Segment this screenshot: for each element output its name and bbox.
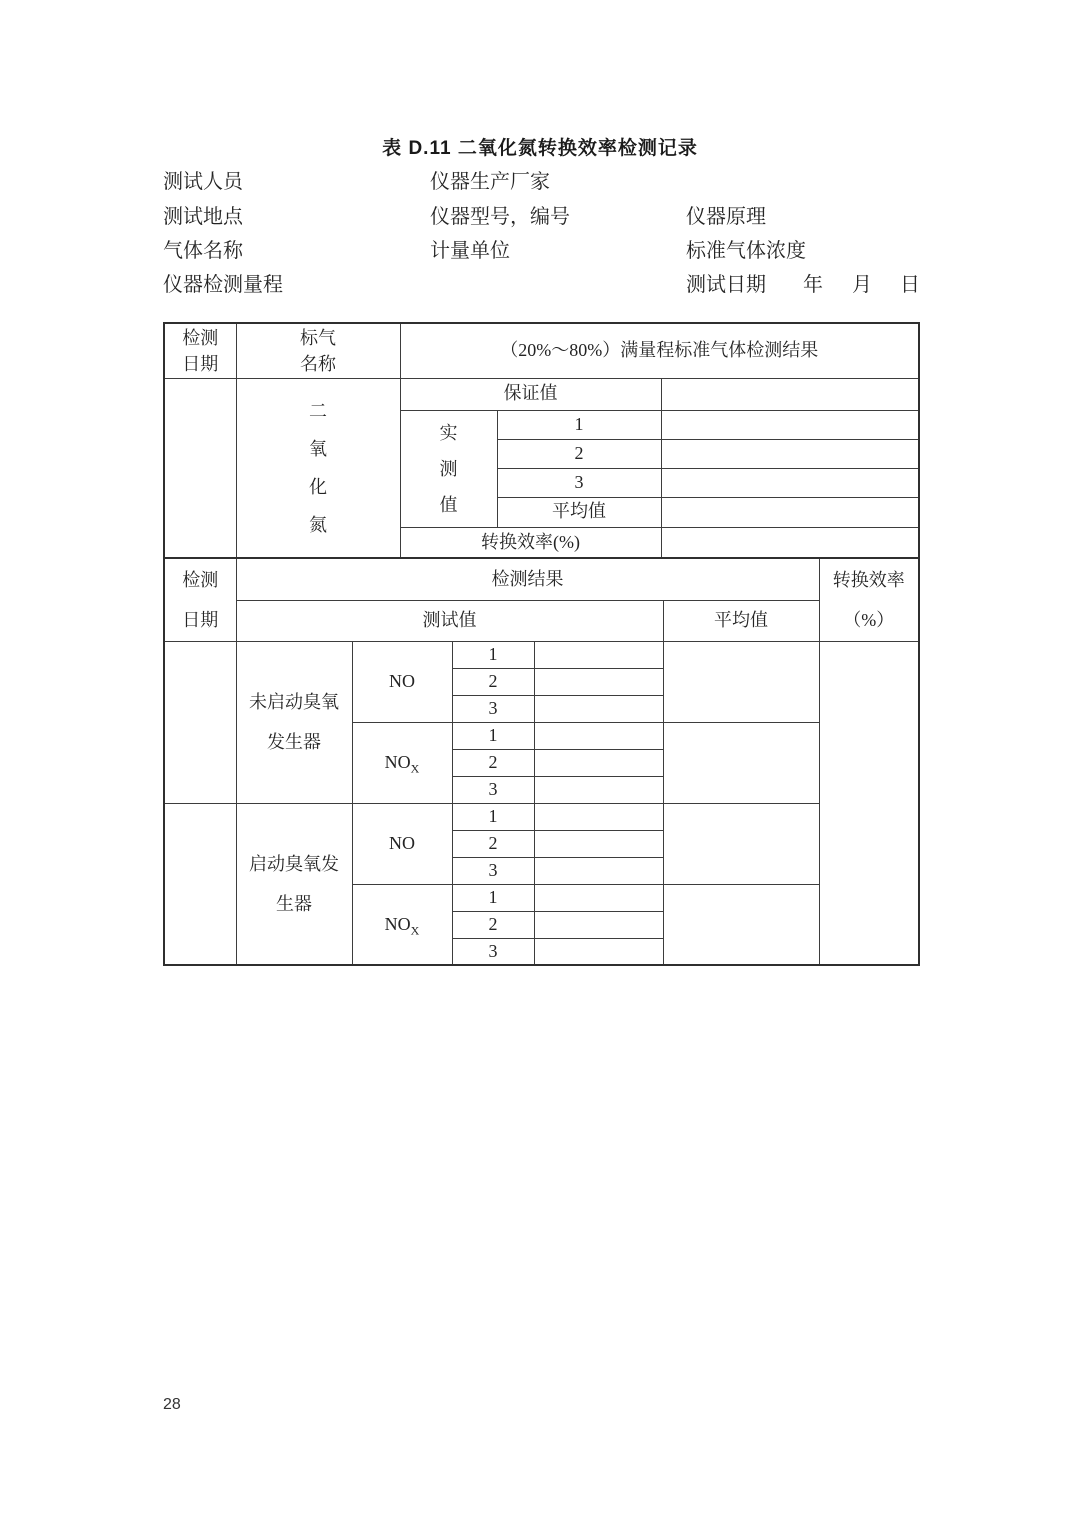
blank-cell [534, 857, 663, 884]
blank-cell [534, 830, 663, 857]
t2-gas-nox: $NO_X$ [352, 884, 452, 965]
row-number: 2 [452, 911, 534, 938]
field-manufacturer-label: 仪器生产厂家 [430, 171, 550, 193]
blank-cell [534, 695, 663, 722]
blank-cell [661, 439, 919, 468]
record-tables [163, 322, 918, 966]
efficiency-blank-cell [819, 641, 919, 965]
average-blank-cell [663, 884, 819, 965]
t1-efficiency-label: 转换效率(%) [400, 527, 661, 558]
blank-cell [534, 938, 663, 965]
row-number: 3 [452, 776, 534, 803]
t1-row2-label: 2 [497, 439, 661, 468]
t1-header-date: 检测 日期 [164, 323, 236, 378]
t1-row1-label: 1 [497, 410, 661, 439]
detection-result-table [163, 557, 920, 966]
row-number: 2 [452, 830, 534, 857]
blank-cell [661, 410, 919, 439]
t2-header-result: 检测结果 [236, 558, 819, 600]
average-blank-cell [663, 803, 819, 884]
blank-cell [534, 641, 663, 668]
std-gas-result-table [163, 322, 920, 559]
row-number: 2 [452, 749, 534, 776]
t2-gas-nox: $NO_X$ [352, 722, 452, 803]
blank-cell [661, 378, 919, 410]
blank-cell [534, 776, 663, 803]
t2-header-date: 检测 日期 [164, 558, 236, 641]
average-blank-cell [663, 641, 819, 722]
average-blank-cell [663, 722, 819, 803]
blank-cell [661, 497, 919, 527]
t2-date-blank-cell [164, 803, 236, 965]
t1-gas-name-cell: 二 氧 化 氮 [236, 378, 400, 558]
field-principle-label: 仪器原理 [686, 206, 766, 228]
t1-avg-label: 平均值 [497, 497, 661, 527]
field-year-label: 年 [803, 274, 823, 296]
t2-condition-on: 启动臭氧发 生器 [236, 803, 352, 965]
blank-cell [534, 803, 663, 830]
t1-row3-label: 3 [497, 468, 661, 497]
t2-header-efficiency: 转换效率 （%） [819, 558, 919, 641]
blank-cell [534, 884, 663, 911]
field-day-label: 日 [900, 274, 920, 296]
field-month-label: 月 [852, 274, 872, 296]
t2-header-testvalue: 测试值 [236, 600, 663, 641]
row-number: 1 [452, 884, 534, 911]
field-range-label: 仪器检测量程 [163, 274, 283, 296]
row-number: 1 [452, 641, 534, 668]
t2-condition-off: 未启动臭氧 发生器 [236, 641, 352, 803]
t1-header-gas: 标气 名称 [236, 323, 400, 378]
t2-gas-no: NO [352, 803, 452, 884]
blank-cell [661, 527, 919, 558]
blank-cell [534, 668, 663, 695]
t1-guaranteed-label: 保证值 [400, 378, 661, 410]
blank-cell [534, 911, 663, 938]
field-testdate-label: 测试日期 [686, 274, 766, 296]
row-number: 3 [452, 857, 534, 884]
t1-measured-label: 实 测 值 [400, 410, 497, 527]
page-number: 28 [163, 1396, 181, 1413]
row-number: 1 [452, 803, 534, 830]
blank-cell [661, 468, 919, 497]
t2-header-average: 平均值 [663, 600, 819, 641]
field-gasname-label: 气体名称 [163, 240, 243, 262]
row-number: 3 [452, 938, 534, 965]
blank-cell [534, 749, 663, 776]
row-number: 1 [452, 722, 534, 749]
t2-gas-no: NO [352, 641, 452, 722]
table-title: 表 D.11 二氧化氮转换效率检测记录 [382, 138, 698, 159]
row-number: 3 [452, 695, 534, 722]
field-model-label: 仪器型号，编号 [430, 206, 570, 228]
field-stdconc-label: 标准气体浓度 [686, 240, 806, 262]
blank-cell [534, 722, 663, 749]
field-unit-label: 计量单位 [430, 240, 510, 262]
field-location-label: 测试地点 [163, 206, 243, 228]
t2-date-blank-cell [164, 641, 236, 803]
field-tester-label: 测试人员 [163, 171, 243, 193]
t1-date-blank-cell [164, 378, 236, 558]
t1-header-result: （20%～80%）满量程标准气体检测结果 [400, 323, 919, 378]
row-number: 2 [452, 668, 534, 695]
